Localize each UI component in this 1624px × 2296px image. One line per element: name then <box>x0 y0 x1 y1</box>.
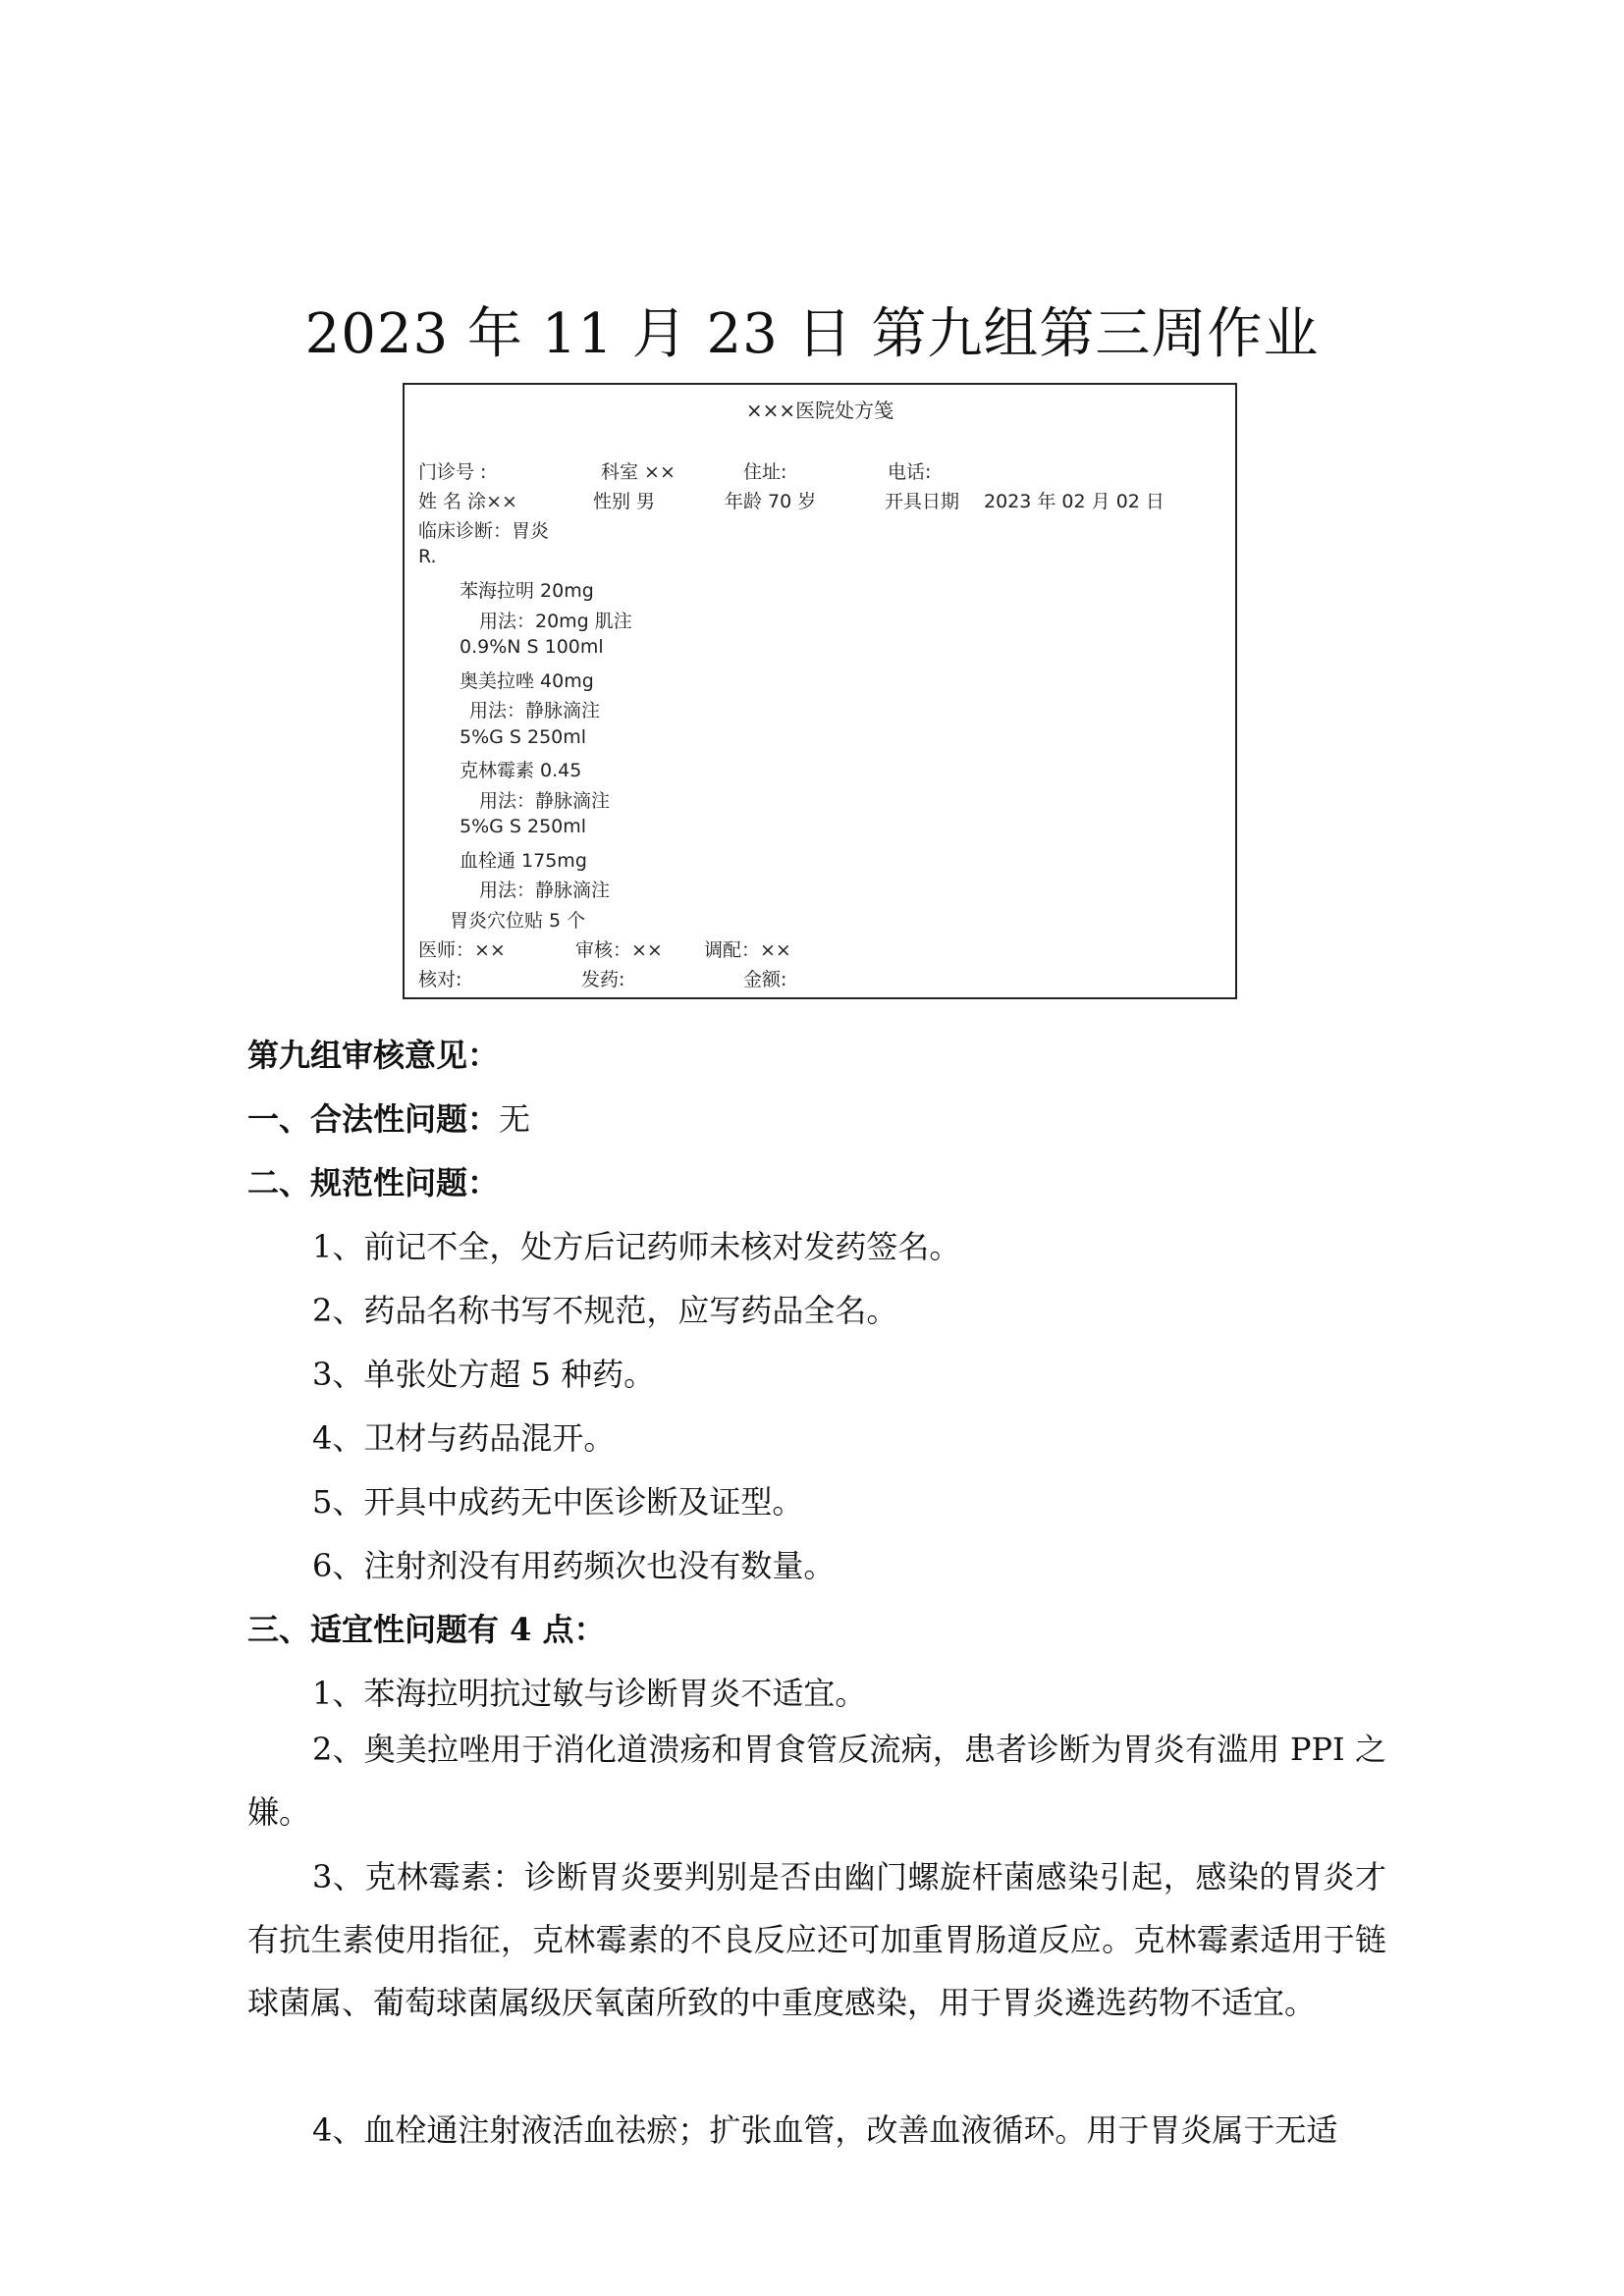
section-legality-label: 一、合法性问题： <box>247 1100 500 1138</box>
rx-line: 胃炎穴位贴 5 个 <box>450 910 586 932</box>
rx-line: 5%G S 250ml <box>460 726 587 748</box>
standard-issue-item: 2、药品名称书写不规范，应写药品全名。 <box>312 1292 898 1329</box>
rx-line: 用法：静脉滴注 <box>479 790 611 812</box>
department-field: 科室 ×× <box>601 461 676 483</box>
appropriateness-item: 1、苯海拉明抗过敏与诊断胃炎不适宜。 <box>312 1675 867 1712</box>
rx-line: 0.9%N S 100ml <box>460 636 604 658</box>
address-field: 住址: <box>743 461 787 483</box>
section-standard-label: 二、规范性问题： <box>247 1164 500 1201</box>
review-heading: 第九组审核意见： <box>247 1037 500 1074</box>
page-title: 2023 年 11 月 23 日 第九组第三周作业 <box>304 302 1320 366</box>
preparer-field: 调配：×× <box>704 939 791 961</box>
rx-line: 奥美拉唑 40mg <box>460 670 594 692</box>
rx-line: 用法：静脉滴注 <box>479 880 611 901</box>
prescription-heading: ×××医院处方笺 <box>745 399 894 422</box>
dispenser-field: 发药: <box>581 969 625 990</box>
standard-issue-item: 6、注射剂没有用药频次也没有数量。 <box>312 1547 836 1584</box>
sex-field: 性别 男 <box>593 491 656 512</box>
appropriateness-item: 2、奥美拉唑用于消化道溃疡和胃食管反流病，患者诊断为胃炎有滥用 PPI 之嫌。 <box>247 1731 1386 1831</box>
standard-issue-item: 1、前记不全，处方后记药师未核对发药签名。 <box>312 1228 961 1265</box>
reviewer-field: 审核：×× <box>575 939 663 961</box>
date-label: 开具日期 <box>885 491 960 512</box>
section-legality <box>247 1095 530 1140</box>
section-appropriateness-label: 三、适宜性问题有 4 点： <box>247 1611 606 1648</box>
standard-issue-item: 5、开具中成药无中医诊断及证型。 <box>312 1483 804 1521</box>
patient-name-field: 姓 名 涂×× <box>418 491 517 512</box>
rx-line: 5%G S 250ml <box>460 816 587 837</box>
amount-field: 金额: <box>743 969 787 990</box>
prescription-form <box>403 383 1237 999</box>
appropriateness-item: 4、血栓通注射液活血祛瘀；扩张血管，改善血液循环。用于胃炎属于无适 <box>312 2111 1338 2149</box>
diagnosis-field: 临床诊断：胃炎 <box>418 520 550 542</box>
phone-field: 电话: <box>888 461 932 483</box>
standard-issue-item: 3、单张处方超 5 种药。 <box>312 1356 656 1393</box>
doctor-field: 医师：×× <box>418 939 506 961</box>
rx-line: 用法：20mg 肌注 <box>479 611 632 632</box>
age-field: 年龄 70 岁 <box>725 491 817 512</box>
rx-line: 血栓通 175mg <box>460 850 587 872</box>
clinic-number-field: 门诊号 : <box>418 461 487 483</box>
rx-symbol: R. <box>418 546 437 567</box>
rx-line: 用法：静脉滴注 <box>469 700 601 721</box>
date-value: 2023 年 02 月 02 日 <box>984 491 1164 512</box>
section-legality-value: 无 <box>499 1100 531 1138</box>
checker-field: 核对: <box>418 969 462 990</box>
standard-issue-item: 4、卫材与药品混开。 <box>312 1419 616 1457</box>
rx-line: 克林霉素 0.45 <box>460 760 582 781</box>
appropriateness-item: 3、克林霉素：诊断胃炎要判别是否由幽门螺旋杆菌感染引起，感染的胃炎才有抗生素使用指征，克林霉素的不良反应还可加重胃肠道反应。克林霉素适用于链球菌属、葡萄球菌属级厌氧菌所致的中重度感染，用于胃炎遴选药物不适宜。 <box>247 1858 1386 2021</box>
rx-line: 苯海拉明 20mg <box>460 580 594 602</box>
